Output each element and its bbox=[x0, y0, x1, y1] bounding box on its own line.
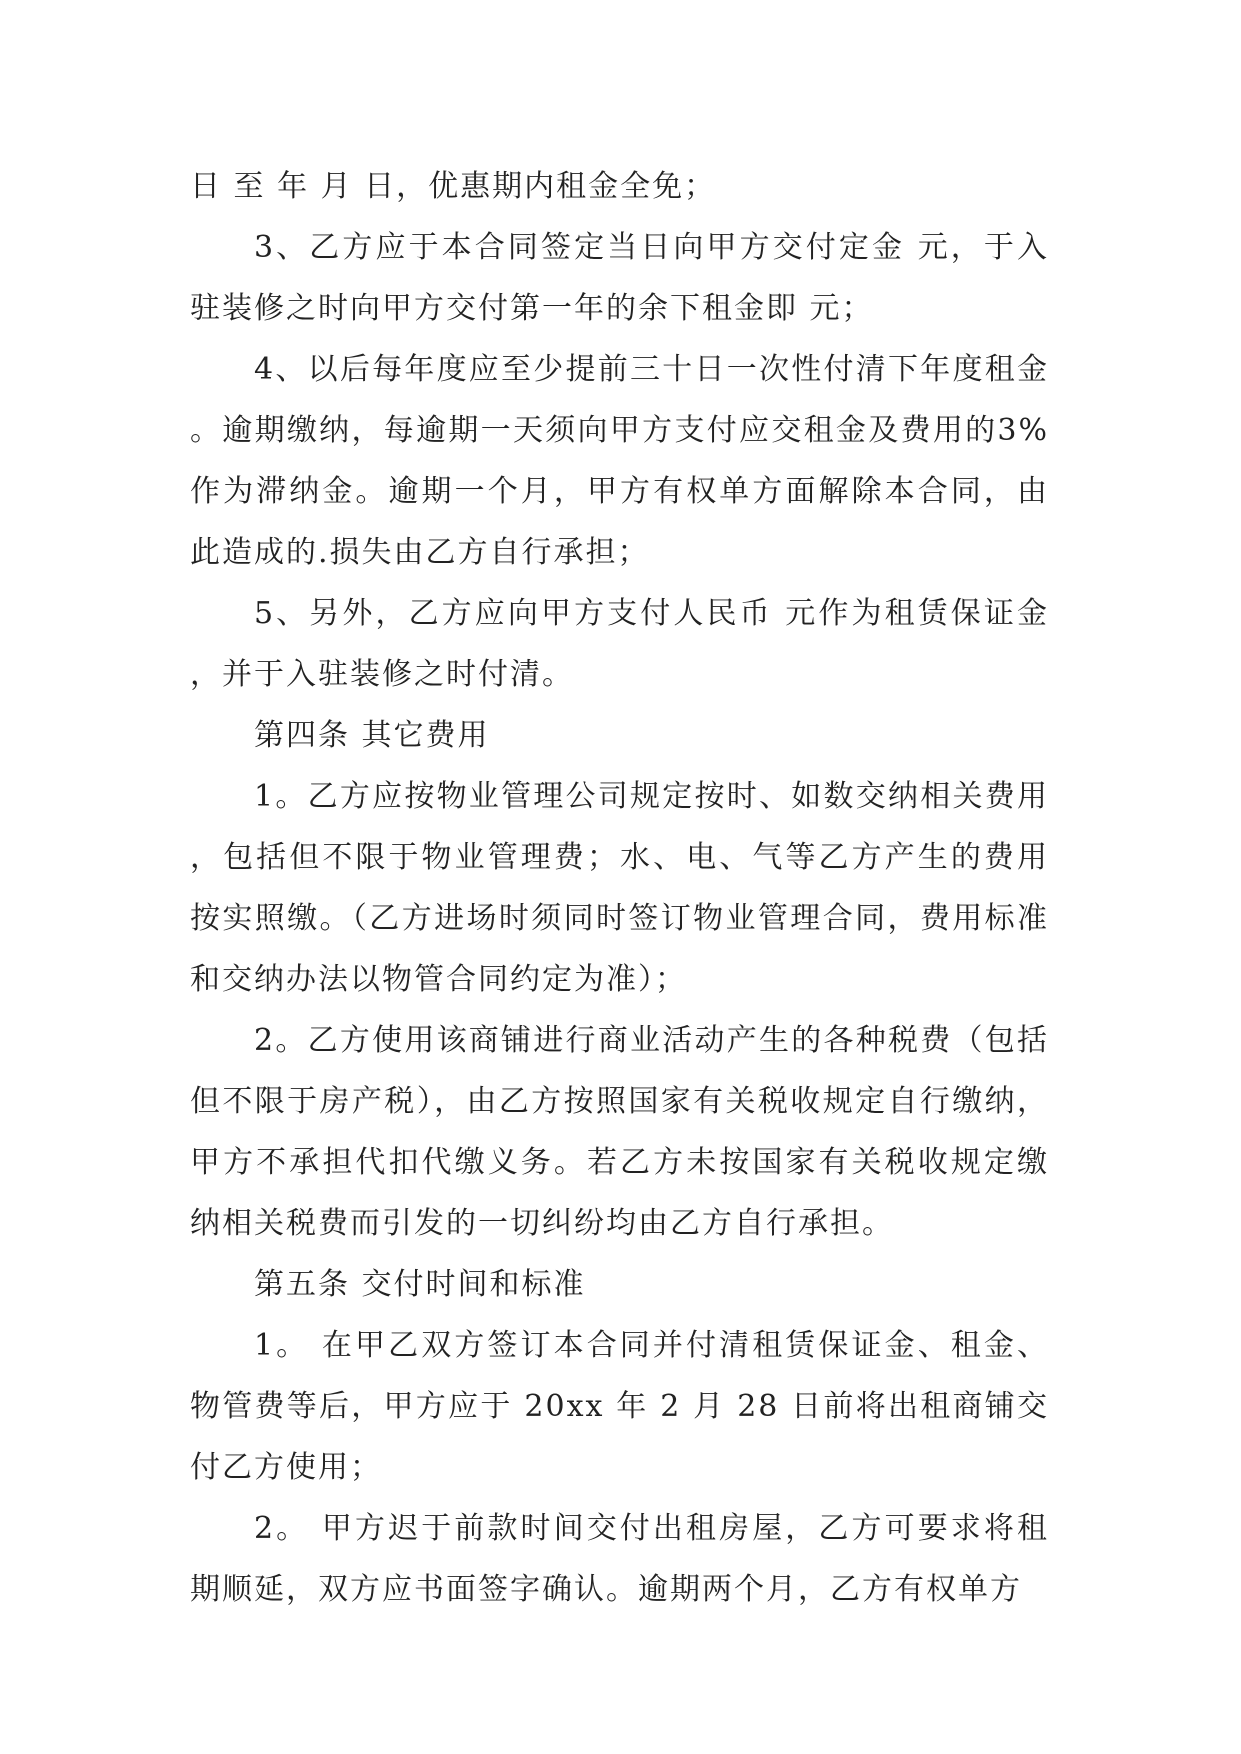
paragraph-clause-3-deposit: 3、乙方应于本合同签定当日向甲方交付定金 元，于入驻装修之时向甲方交付第一年的余下租金即 元； bbox=[190, 230, 1049, 326]
heading-article-5: 第五条 交付时间和标准 bbox=[254, 1267, 586, 1302]
paragraph-rent-free-period: 日 至 年 月 日，优惠期内租金全免； bbox=[190, 169, 717, 204]
paragraph-clause-4-annual-rent: 4、以后每年度应至少提前三十日一次性付清下年度租金。逾期缴纳，每逾期一天须向甲方支付应交租金及费用的3%作为滞纳金。逾期一个月，甲方有权单方面解除本合同，由此造成的.损失由乙方自行承担； bbox=[190, 352, 1049, 570]
heading-article-4: 第四条 其它费用 bbox=[254, 718, 490, 753]
paragraph-clause-5-security-deposit: 5、另外，乙方应向甲方支付人民币 元作为租赁保证金，并于入驻装修之时付清。 bbox=[190, 596, 1049, 692]
paragraph-article-4-item-1: 1。乙方应按物业管理公司规定按时、如数交纳相关费用，包括但不限于物业管理费；水、电、气等乙方产生的费用按实照缴。（乙方进场时须同时签订物业管理合同，费用标准和交纳办法以物管合同约定为准）； bbox=[190, 779, 1049, 997]
paragraph-article-5-item-1: 1。 在甲乙双方签订本合同并付清租赁保证金、租金、物管费等后，甲方应于 20xx 年 2 月 28 日前将出租商铺交付乙方使用； bbox=[190, 1328, 1049, 1485]
paragraph-article-4-item-2: 2。乙方使用该商铺进行商业活动产生的各种税费（包括但不限于房产税），由乙方按照国家有关税收规定自行缴纳，甲方不承担代扣代缴义务。若乙方未按国家有关税收规定缴纳相关税费而引发的一切纠纷均由乙方自行承担。 bbox=[190, 1023, 1049, 1241]
paragraph-article-5-item-2: 2。 甲方迟于前款时间交付出租房屋，乙方可要求将租期顺延，双方应书面签字确认。逾期两个月，乙方有权单方 bbox=[190, 1511, 1049, 1607]
document-body bbox=[190, 156, 1049, 1620]
